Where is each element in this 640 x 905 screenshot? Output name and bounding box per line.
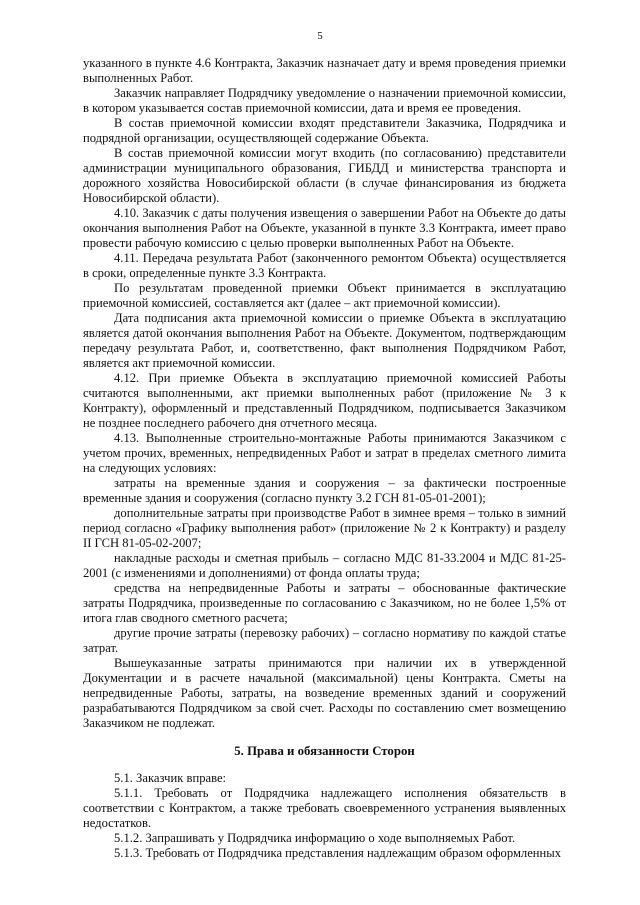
paragraph: дополнительные затраты при производстве Работ в зимнее время – только в зимний период согласно «Графику выполнения работ» (приложение № 2 к Контракту) и разделу II ГСН 81-05-02-2007; [83,506,566,550]
section-heading: 5. Права и обязанности Сторон [234,744,415,758]
paragraph: 4.13. Выполненные строительно-монтажные Работы принимаются Заказчиком с учетом прочих, временных, непредвиденных Работ и затрат в пределах сметного лимита на следующих условиях: [83,431,566,475]
paragraph: В состав приемочной комиссии могут входить (по согласованию) представители администрации муниципального образования, ГИБДД и министерства транспорта и дорожного хозяйства Новосибирской области (в случае финансирования из бюджета Новосибирской области). [83,146,566,205]
paragraph: затраты на временные здания и сооружения – за фактически построенные временные здания и сооружения (согласно пункту 3.2 ГСН 81-05-01-2001); [83,476,566,505]
paragraphs-bottom [83,771,566,861]
paragraph: В состав приемочной комиссии входят представители Заказчика, Подрядчика и подрядной организации, осуществляющей содержание Объекта. [83,116,566,145]
paragraph: 5.1.3. Требовать от Подрядчика представления надлежащим образом оформленных [114,846,562,860]
paragraph: 5.1.1. Требовать от Подрядчика надлежащего исполнения обязательств в соответствии с Контрактом, а также требовать своевременного устранения выявленных недостатков. [83,786,566,830]
paragraph: накладные расходы и сметная прибыль – согласно МДС 81-33.2004 и МДС 81-25-2001 (с изменениями и дополнениями) от фонда оплаты труда; [83,551,566,580]
paragraph: средства на непредвиденные Работы и затраты – обоснованные фактические затраты Подрядчика, произведенные по согласованию с Заказчиком, но не более 1,5% от итога глав сводного сметного расчета; [83,581,566,625]
paragraphs-top [83,56,566,731]
paragraph: указанного в пункте 4.6 Контракта, Заказчик назначает дату и время проведения приемки выполненных Работ. [83,56,566,85]
paragraph: Заказчик направляет Подрядчику уведомление о назначении приемочной комиссии, в котором указывается состав приемочной комиссии, дата и время ее проведения. [83,86,566,115]
paragraph: Дата подписания акта приемочной комиссии о приемке Объекта в эксплуатацию является датой окончания выполнения Работ на Объекте. Документом, подтверждающим передачу результата Работ, и, соответственно, факт выполнения Подрядчиком Работ, является акт приемочной комиссии. [83,311,566,370]
paragraph: 4.10. Заказчик с даты получения извещения о завершении Работ на Объекте до даты окончания выполнения Работ на Объекте, указанной в пункте 3.3 Контракта, имеет право провести рабочую комиссию с целью проверки выполненных Работ на Объекте. [83,206,566,250]
paragraph: 5.1.2. Запрашивать у Подрядчика информацию о ходе выполняемых Работ. [114,831,516,845]
paragraph: 4.11. Передача результата Работ (законченного ремонтом Объекта) осуществляется в сроки, определенные пункте 3.3 Контракта. [83,251,566,280]
page-content [83,56,566,861]
paragraph: 4.12. При приемке Объекта в эксплуатацию приемочной комиссией Работы считаются выполненными, акт приемки выполненных работ (приложение № 3 к Контракту), оформленный и представленный Подрядчиком, подписывается Заказчиком не позднее последнего рабочего дня отчетного месяца. [83,371,566,430]
paragraph: Вышеуказанные затраты принимаются при наличии их в утвержденной Документации и в расчете начальной (максимальной) цены Контракта. Сметы на непредвиденные Работы, затраты, на возведение временных зданий и сооружений разрабатываются Подрядчиком за свой счет. Расходы по составлению смет возмещению Заказчиком не подлежат. [83,656,566,730]
paragraph: другие прочие затраты (перевозку рабочих) – согласно нормативу по каждой статье затрат. [83,626,566,655]
paragraph: По результатам проведенной приемки Объект принимается в эксплуатацию приемочной комиссией, составляется акт (далее – акт приемочной комиссии). [83,281,566,310]
page-number: 5 [317,30,323,42]
paragraph: 5.1. Заказчик вправе: [114,771,227,785]
